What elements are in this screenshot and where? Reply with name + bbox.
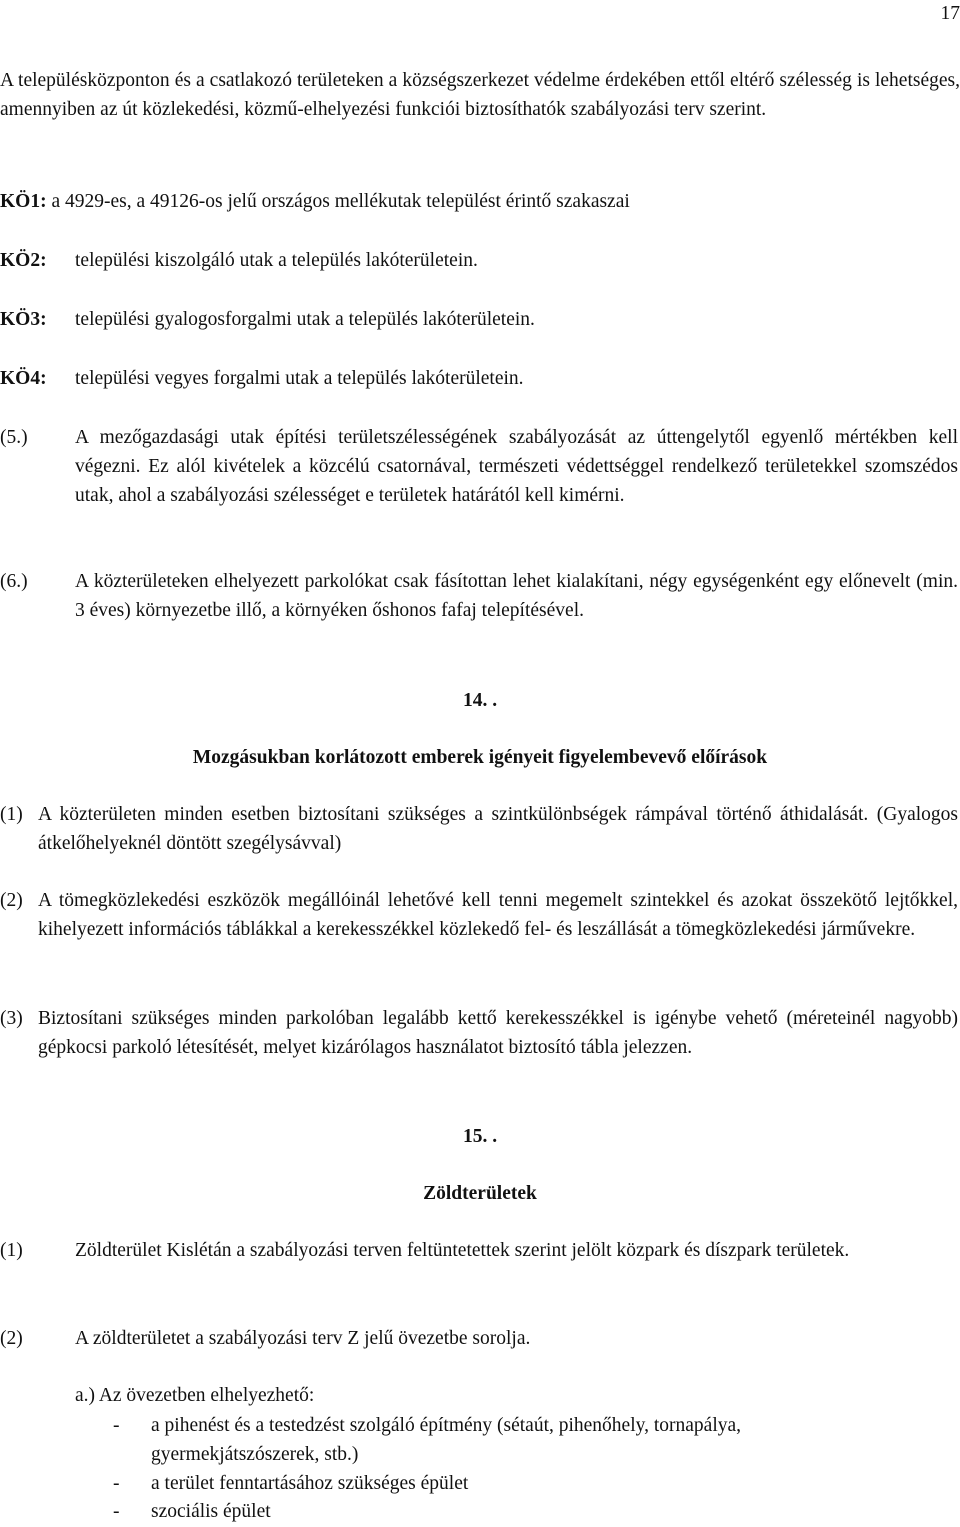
road-category-code: KÖ2: <box>0 250 47 271</box>
road-category-text: települési vegyes forgalmi utak a település lakóterületein. <box>75 368 524 389</box>
item-text: A zöldterületet a szabályozási terv Z jelű övezetbe sorolja. <box>75 1328 531 1349</box>
point-number: (6.) <box>0 571 28 592</box>
section-15-number: 15. . <box>462 1126 498 1147</box>
section-14-number: 14. . <box>462 690 498 711</box>
road-category-ko2 <box>0 246 960 275</box>
road-category-ko3 <box>0 305 960 334</box>
point-number: (5.) <box>0 427 28 448</box>
road-category-ko1 <box>0 187 960 216</box>
item-text: Biztosítani szükséges minden parkolóban legalább kettő kerekesszékkel is igénybe vehető (méreteinél nagyobb) gépkocsi parkoló létesítését, melyet kizárólagos használatot biztosító tábla jelezzen. <box>38 1008 958 1058</box>
road-category-text: a 4929-es, a 49126-os jelű országos mellékutak települést érintő szakaszai <box>51 191 630 212</box>
intro-paragraph: A településközponton és a csatlakozó területeken a községszerkezet védelme érdekében ettől eltérő szélesség is lehetséges, amennyiben az út közlekedési, közmű-elhelyezési funkciói biztosíthatók szabályozási terv szerint. <box>0 70 960 120</box>
dash-item-text: szociális épület <box>151 1501 271 1522</box>
item-number: (3) <box>0 1008 23 1029</box>
road-category-ko4 <box>0 364 960 393</box>
item-number: (1) <box>0 1240 23 1261</box>
item-number: (1) <box>0 804 23 825</box>
point-text: A közterületeken elhelyezett parkolókat csak fásítottan lehet kialakítani, négy egységenként egy előnevelt (min. 3 éves) környezetbe illő, a környéken őshonos fafaj telepítésével. <box>75 571 958 621</box>
dash-marker: - <box>113 1501 120 1522</box>
item-text: A közterületen minden esetben biztosítani szükséges a szintkülönbségek rámpával történő áthidalását. (Gyalogos átkelőhelyeknél döntött szegélysávval) <box>38 804 958 854</box>
road-category-text: települési gyalogosforgalmi utak a település lakóterületein. <box>75 309 535 330</box>
item-number: (2) <box>0 1328 23 1349</box>
item-text: Zöldterület Kislétán a szabályozási terven feltüntetettek szerint jelölt közpark és díszpark területek. <box>75 1240 850 1261</box>
dash-item-text: a pihenést és a testedzést szolgáló építmény (sétaút, pihenőhely, tornapálya, gyermekjátszószerek, stb.) <box>151 1415 742 1465</box>
section-15-title: Zöldterületek <box>423 1183 537 1204</box>
section-14-title: Mozgásukban korlátozott emberek igényeit figyelembevevő előírások <box>192 747 768 768</box>
point-text: A mezőgazdasági utak építési területszélességének szabályozását az úttengelytől egyenlő mértékben kell végezni. Ez alól kivételek a közcélú csatornával, természeti védettséggel rendelkező területekkel szomszédos utak, ahol a szabályozási szélességet e területek határától kell kimérni. <box>75 427 958 506</box>
road-category-code: KÖ4: <box>0 368 47 389</box>
road-category-code: KÖ3: <box>0 309 47 330</box>
page-number: 17 <box>940 3 960 24</box>
dash-item-text: a terület fenntartásához szükséges épület <box>151 1473 469 1494</box>
dash-marker: - <box>113 1415 120 1436</box>
item-number: (2) <box>0 890 23 911</box>
dash-marker: - <box>113 1473 120 1494</box>
subpoint-a: a.) Az övezetben elhelyezhető: <box>75 1385 315 1406</box>
road-category-code: KÖ1: <box>0 191 47 212</box>
road-category-text: települési kiszolgáló utak a település lakóterületein. <box>75 250 478 271</box>
item-text: A tömegközlekedési eszközök megállóinál lehetővé kell tenni megemelt szintekkel és azokat összekötő lejtőkkel, kihelyezett információs táblákkal a kerekesszékkel közlekedő fel- és leszállását a tömegközlekedési járművekre. <box>38 890 958 940</box>
